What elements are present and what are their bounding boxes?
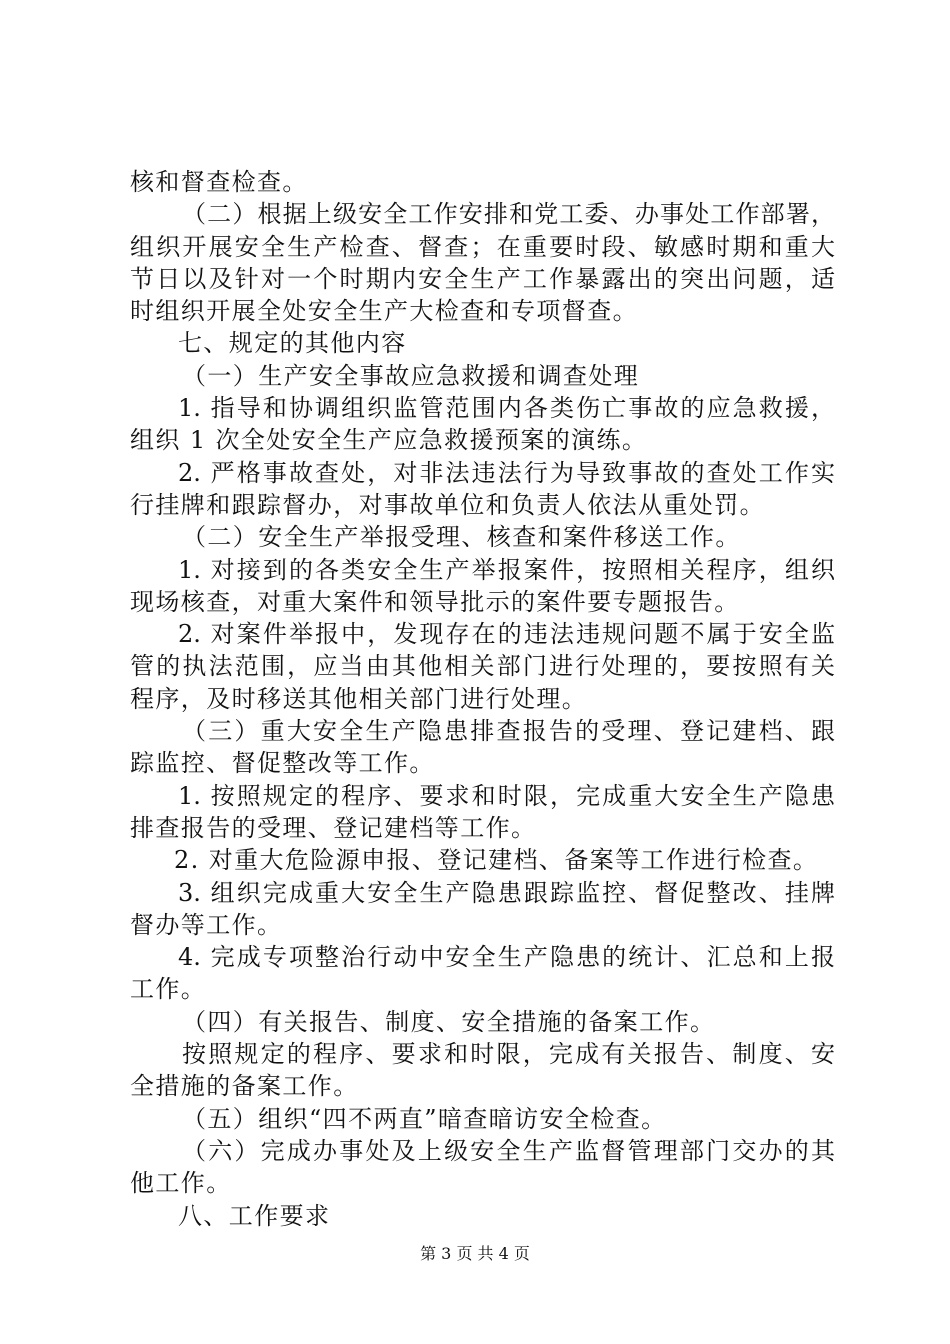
text-line: 踪监控、督促整改等工作。: [130, 749, 435, 778]
text-line: 管的执法范围，应当由其他相关部门进行处理的，要按照有关: [130, 652, 835, 681]
text-line: 时组织开展全处安全生产大检查和专项督查。: [130, 297, 638, 326]
paragraph-start: 2. 对案件举报中，发现存在的违法违规问题不属于安全监: [178, 620, 835, 649]
text-line: 程序，及时移送其他相关部门进行处理。: [130, 684, 588, 713]
page-number-footer: 第 3 页 共 4 页: [420, 1244, 530, 1263]
text-line: 核和督查检查。: [130, 168, 308, 196]
paragraph-start: 3. 组织完成重大安全生产隐患跟踪监控、督促整改、挂牌: [178, 878, 835, 907]
text-line: 全措施的备案工作。: [130, 1072, 359, 1101]
subsection-heading: （一）生产安全事故应急救援和调查处理: [182, 361, 640, 390]
text-line: 督办等工作。: [130, 910, 283, 939]
paragraph-start: 4. 完成专项整治行动中安全生产隐患的统计、汇总和上报: [178, 943, 835, 972]
section-heading: 八、工作要求: [178, 1201, 331, 1230]
subsection-heading: （二）安全生产举报受理、核查和案件移送工作。: [182, 523, 741, 552]
text-line: 行挂牌和跟踪督办，对事故单位和负责人依法从重处罚。: [130, 490, 765, 519]
paragraph-start: （二）根据上级安全工作安排和党工委、办事处工作部署，: [182, 200, 835, 229]
paragraph-start: 2. 对重大危险源申报、登记建档、备案等工作进行检查。: [174, 846, 819, 875]
text-line: 现场核查，对重大案件和领导批示的案件要专题报告。: [130, 587, 740, 616]
paragraph-start: 1. 指导和协调组织监管范围内各类伤亡事故的应急救援，: [178, 394, 835, 423]
paragraph-start: 1. 按照规定的程序、要求和时限，完成重大安全生产隐患: [178, 781, 835, 810]
subsection-heading: （五）组织“四不两直”暗查暗访安全检查。: [182, 1104, 667, 1133]
paragraph-start: 2. 严格事故查处，对非法违法行为导致事故的查处工作实: [178, 458, 835, 487]
subsection-heading: （三）重大安全生产隐患排查报告的受理、登记建档、跟: [182, 717, 835, 746]
text-line: 节日以及针对一个时期内安全生产工作暴露出的突出问题，适: [130, 264, 835, 293]
paragraph-start: 按照规定的程序、要求和时限，完成有关报告、制度、安: [182, 1040, 835, 1069]
text-line: 他工作。: [130, 1169, 232, 1198]
text-line: 组织开展安全生产检查、督查；在重要时段、敏感时期和重大: [130, 232, 835, 261]
paragraph-start: 1. 对接到的各类安全生产举报案件，按照相关程序，组织: [178, 555, 835, 584]
text-line: 组织 1 次全处安全生产应急救援预案的演练。: [130, 426, 648, 455]
subsection-heading: （四）有关报告、制度、安全措施的备案工作。: [182, 1007, 716, 1036]
paragraph-start: （六）完成办事处及上级安全生产监督管理部门交办的其: [182, 1136, 835, 1165]
text-line: 工作。: [130, 975, 207, 1004]
section-heading: 七、规定的其他内容: [178, 329, 407, 358]
document-body: [130, 166, 835, 1232]
text-line: 排查报告的受理、登记建档等工作。: [130, 813, 537, 842]
